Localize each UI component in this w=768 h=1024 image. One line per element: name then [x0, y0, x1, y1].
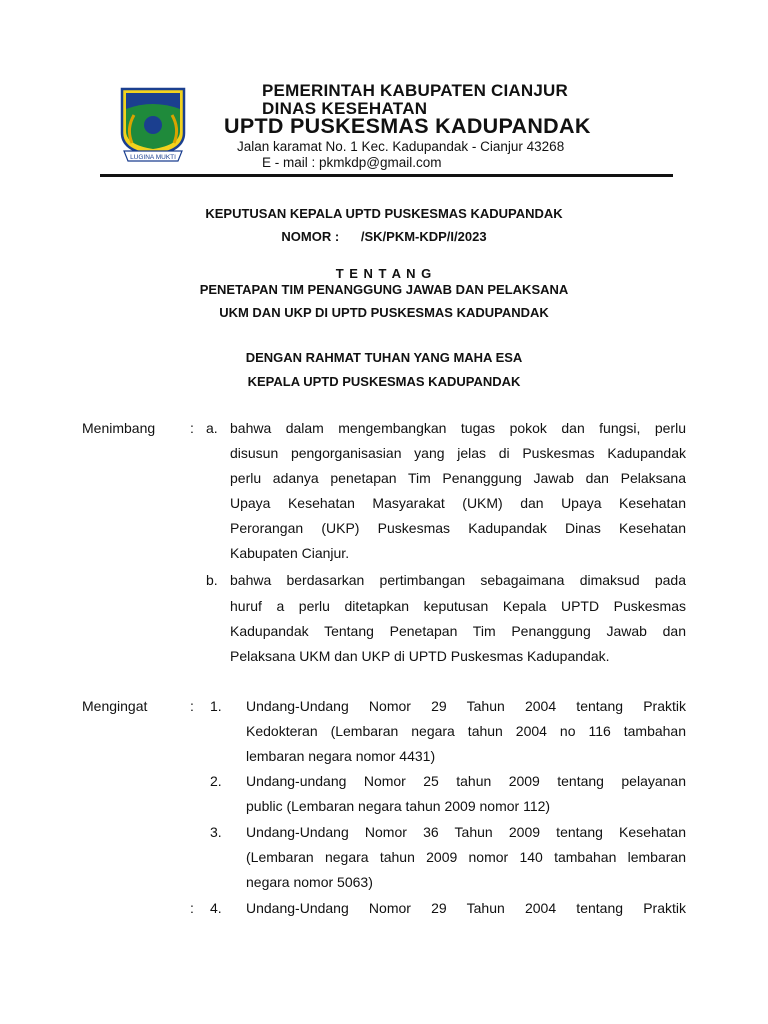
letterhead-agency: DINAS KESEHATAN	[262, 99, 428, 118]
decree-tentang: T E N T A N G	[335, 266, 433, 281]
menimbang-b-line: Kadupandak Tentang Penetapan Tim Penanggung Jawab dan	[230, 623, 686, 639]
decree-subject-line2: UKM DAN UKP DI UPTD PUSKESMAS KADUPANDAK	[219, 305, 549, 320]
cianjur-emblem-icon	[118, 85, 188, 165]
mengingat-2-line: public (Lembaran negara tahun 2009 nomor 112)	[246, 798, 551, 814]
decree-number	[0, 229, 768, 244]
menimbang-a-line: Perorangan (UKP) Puskesmas Kadupandak Dinas Kesehatan	[230, 520, 686, 536]
menimbang-b-marker: b.	[206, 572, 218, 588]
mengingat-1-line: Undang-Undang Nomor 29 Tahun 2004 tentang Praktik	[246, 698, 686, 714]
letterhead-email: E - mail : pkmkdp@gmail.com	[262, 155, 442, 170]
mengingat-4-marker: 4.	[210, 900, 222, 916]
mengingat-3-line: Undang-Undang Nomor 36 Tahun 2009 tentang Kesehatan	[246, 824, 686, 840]
mengingat-1-line: Kedokteran (Lembaran negara tahun 2004 no 116 tambahan	[246, 723, 686, 739]
decree-authority: KEPALA UPTD PUSKESMAS KADUPANDAK	[247, 374, 521, 389]
letterhead-institution: UPTD PUSKESMAS KADUPANDAK	[224, 114, 591, 138]
menimbang-a-line: perlu adanya penetapan Tim Penanggung Jawab dan Pelaksana	[230, 470, 686, 486]
decree-number-text: NOMOR : /SK/PKM-KDP/I/2023	[281, 229, 487, 244]
letterhead-divider	[100, 174, 673, 177]
menimbang-a-line: Upaya Kesehatan Masyarakat (UKM) dan Upaya Kesehatan	[230, 495, 686, 511]
decree-blessing: DENGAN RAHMAT TUHAN YANG MAHA ESA	[245, 350, 523, 365]
letterhead-government: PEMERINTAH KABUPATEN CIANJUR	[262, 81, 568, 100]
menimbang-b-line: huruf a perlu ditetapkan keputusan Kepala UPTD Puskesmas	[230, 598, 686, 614]
mengingat-3-line: (Lembaran negara tahun 2009 nomor 140 tambahan lembaran	[246, 849, 686, 865]
mengingat-1-marker: 1.	[210, 698, 222, 714]
menimbang-b-line: bahwa berdasarkan pertimbangan sebagaimana dimaksud pada	[230, 572, 686, 588]
mengingat-4-line: Undang-Undang Nomor 29 Tahun 2004 tentang Praktik	[246, 900, 686, 916]
logo-ribbon-text: LUGINA MUKTI	[130, 154, 176, 161]
regency-logo	[118, 85, 188, 165]
mengingat-4-colon: :	[190, 900, 194, 916]
mengingat-label: Mengingat	[82, 698, 148, 714]
menimbang-b-line: Pelaksana UKM dan UKP di UPTD Puskesmas Kadupandak.	[230, 648, 610, 664]
mengingat-colon: :	[190, 698, 194, 714]
mengingat-3-marker: 3.	[210, 824, 222, 840]
decree-title: KEPUTUSAN KEPALA UPTD PUSKESMAS KADUPANDAK	[205, 206, 563, 221]
menimbang-a-line: disusun pengorganisasian yang jelas di Puskesmas Kadupandak	[230, 445, 686, 461]
mengingat-2-line: Undang-undang Nomor 25 tahun 2009 tentang pelayanan	[246, 773, 686, 789]
menimbang-label: Menimbang	[82, 420, 156, 436]
mengingat-1-line: lembaran negara nomor 4431)	[246, 748, 436, 764]
letterhead-address: Jalan karamat No. 1 Kec. Kadupandak - Cianjur 43268	[237, 139, 565, 154]
menimbang-a-line: Kabupaten Cianjur.	[230, 545, 350, 561]
decree-subject-line1: PENETAPAN TIM PENANGGUNG JAWAB DAN PELAKSANA	[199, 282, 569, 297]
menimbang-colon: :	[190, 420, 194, 436]
menimbang-a-line: bahwa dalam mengembangkan tugas pokok dan fungsi, perlu	[230, 420, 686, 436]
menimbang-a-marker: a.	[206, 420, 218, 436]
mengingat-3-line: negara nomor 5063)	[246, 874, 373, 890]
mengingat-2-marker: 2.	[210, 773, 222, 789]
